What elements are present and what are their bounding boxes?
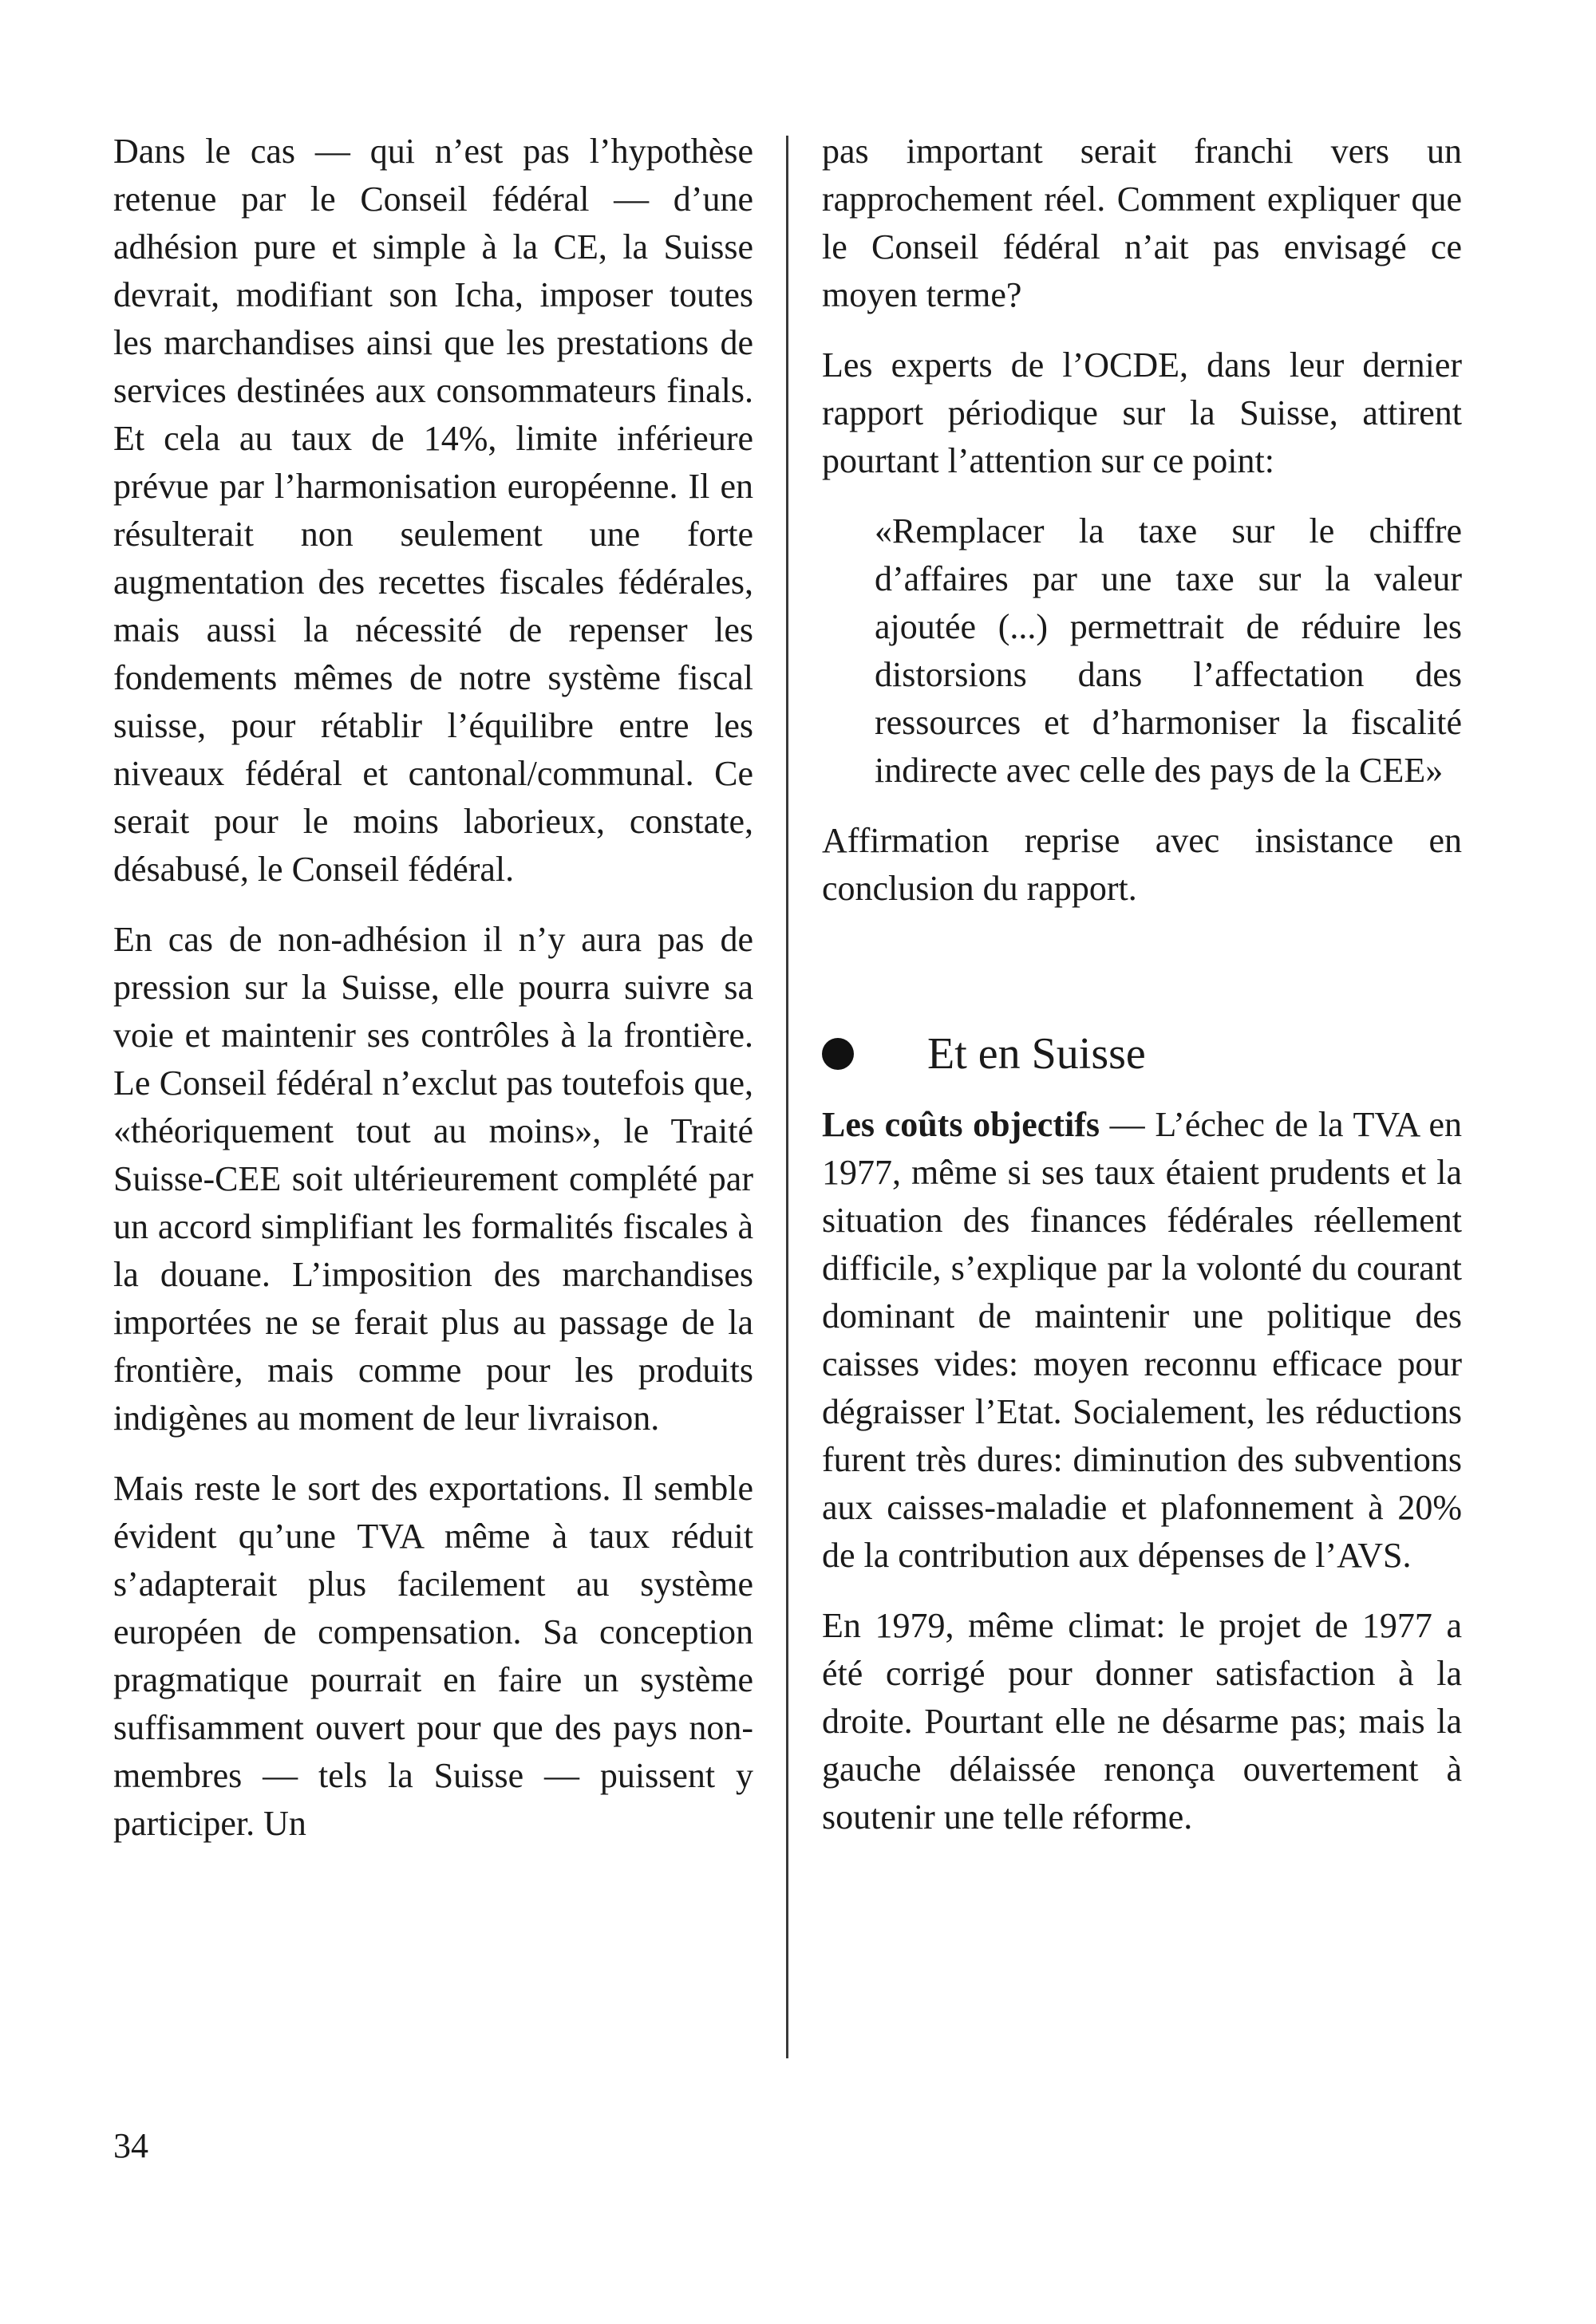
right-column	[822, 128, 1462, 1864]
page-number: 34	[113, 2126, 148, 2165]
section-spacer	[822, 935, 1462, 1024]
section-heading	[822, 1024, 1462, 1083]
paragraph-adhesion: Dans le cas — qui n’est pas l’hypothèse retenue par le Conseil fédéral — d’une adhésion pure et simple à la CE, la Suisse devrait, modifiant son Icha, imposer toutes les marchandises ainsi que les prestations de services destinées aux consommateurs finals. Et cela au taux de 14%, limite inférieure prévue par l’harmonisation européenne. Il en résulterait non seulement une forte augmentation des recettes fiscales fédérales, mais aussi la nécessité de repenser les fondements mêmes de notre système fiscal suisse, pour rétablir l’équilibre entre les niveaux fédéral et cantonal/communal. Ce serait pour le moins laborieux, constate, désabusé, le Conseil fédéral.	[113, 132, 753, 889]
paragraph-non-adhesion: En cas de non-adhésion il n’y aura pas de pression sur la Suisse, elle pourra suivre sa voie et maintenir ses contrôles à la frontière. Le Conseil fédéral n’exclut pas toutefois que, «théoriquement tout au moins», le Traité Suisse-CEE soit ultérieurement complété par un accord simplifiant les formalités fiscales à la douane. L’imposition des marchandises importées ne se ferait plus au passage de la frontière, mais comme pour les produits indigènes au moment de leur livraison.	[113, 920, 753, 1438]
column-divider	[786, 136, 788, 2058]
paragraph-continuation: pas important serait franchi vers un rapprochement réel. Comment expliquer que le Conseil fédéral n’ait pas envisagé ce moyen terme?	[822, 132, 1462, 314]
paragraph-exportations: Mais reste le sort des exportations. Il semble évident qu’une TVA même à taux réduit s’adapterait plus facilement au système européen de compensation. Sa conception pragmatique pourrait en faire un système suffisamment ouvert pour que des pays non-membres — tels la Suisse — puissent y participer. Un	[113, 1469, 753, 1843]
paragraph-body: — L’échec de la TVA en 1977, même si ses taux étaient prudents et la situation des finances fédérales réellement difficile, s’explique par la volonté du courant dominant de maintenir une politique des caisses vides: moyen reconnu efficace pour dégraisser l’Etat. Socialement, les réductions furent très dures: diminution des subventions aux caisses-maladie et plafonnement à 20% de la contribution aux dépenses de l’AVS.	[822, 1105, 1462, 1575]
paragraph-1979: En 1979, même climat: le projet de 1977 a été corrigé pour donner satisfaction à la droite. Pourtant elle ne désarme pas; mais la gauche délaissée renonça ouvertement à soutenir une telle réforme.	[822, 1606, 1462, 1837]
paragraph-couts-objectifs	[822, 1101, 1462, 1580]
paragraph-affirmation: Affirmation reprise avec insistance en conclusion du rapport.	[822, 821, 1462, 908]
quote-ocde: «Remplacer la taxe sur le chiffre d’affaires par une taxe sur la valeur ajoutée (...) permettrait de réduire les distorsions dans l’affectation des ressources et d’harmoniser la fiscalité indirecte avec celle des pays de la CEE»	[875, 511, 1462, 790]
paragraph-ocde: Les experts de l’OCDE, dans leur dernier rapport périodique sur la Suisse, attirent pourtant l’attention sur ce point:	[822, 345, 1462, 480]
left-column	[113, 128, 753, 1870]
section-heading-text: Et en Suisse	[927, 1029, 1146, 1079]
paragraph-lead: Les coûts objectifs	[822, 1105, 1100, 1144]
bullet-icon	[822, 1038, 854, 1070]
